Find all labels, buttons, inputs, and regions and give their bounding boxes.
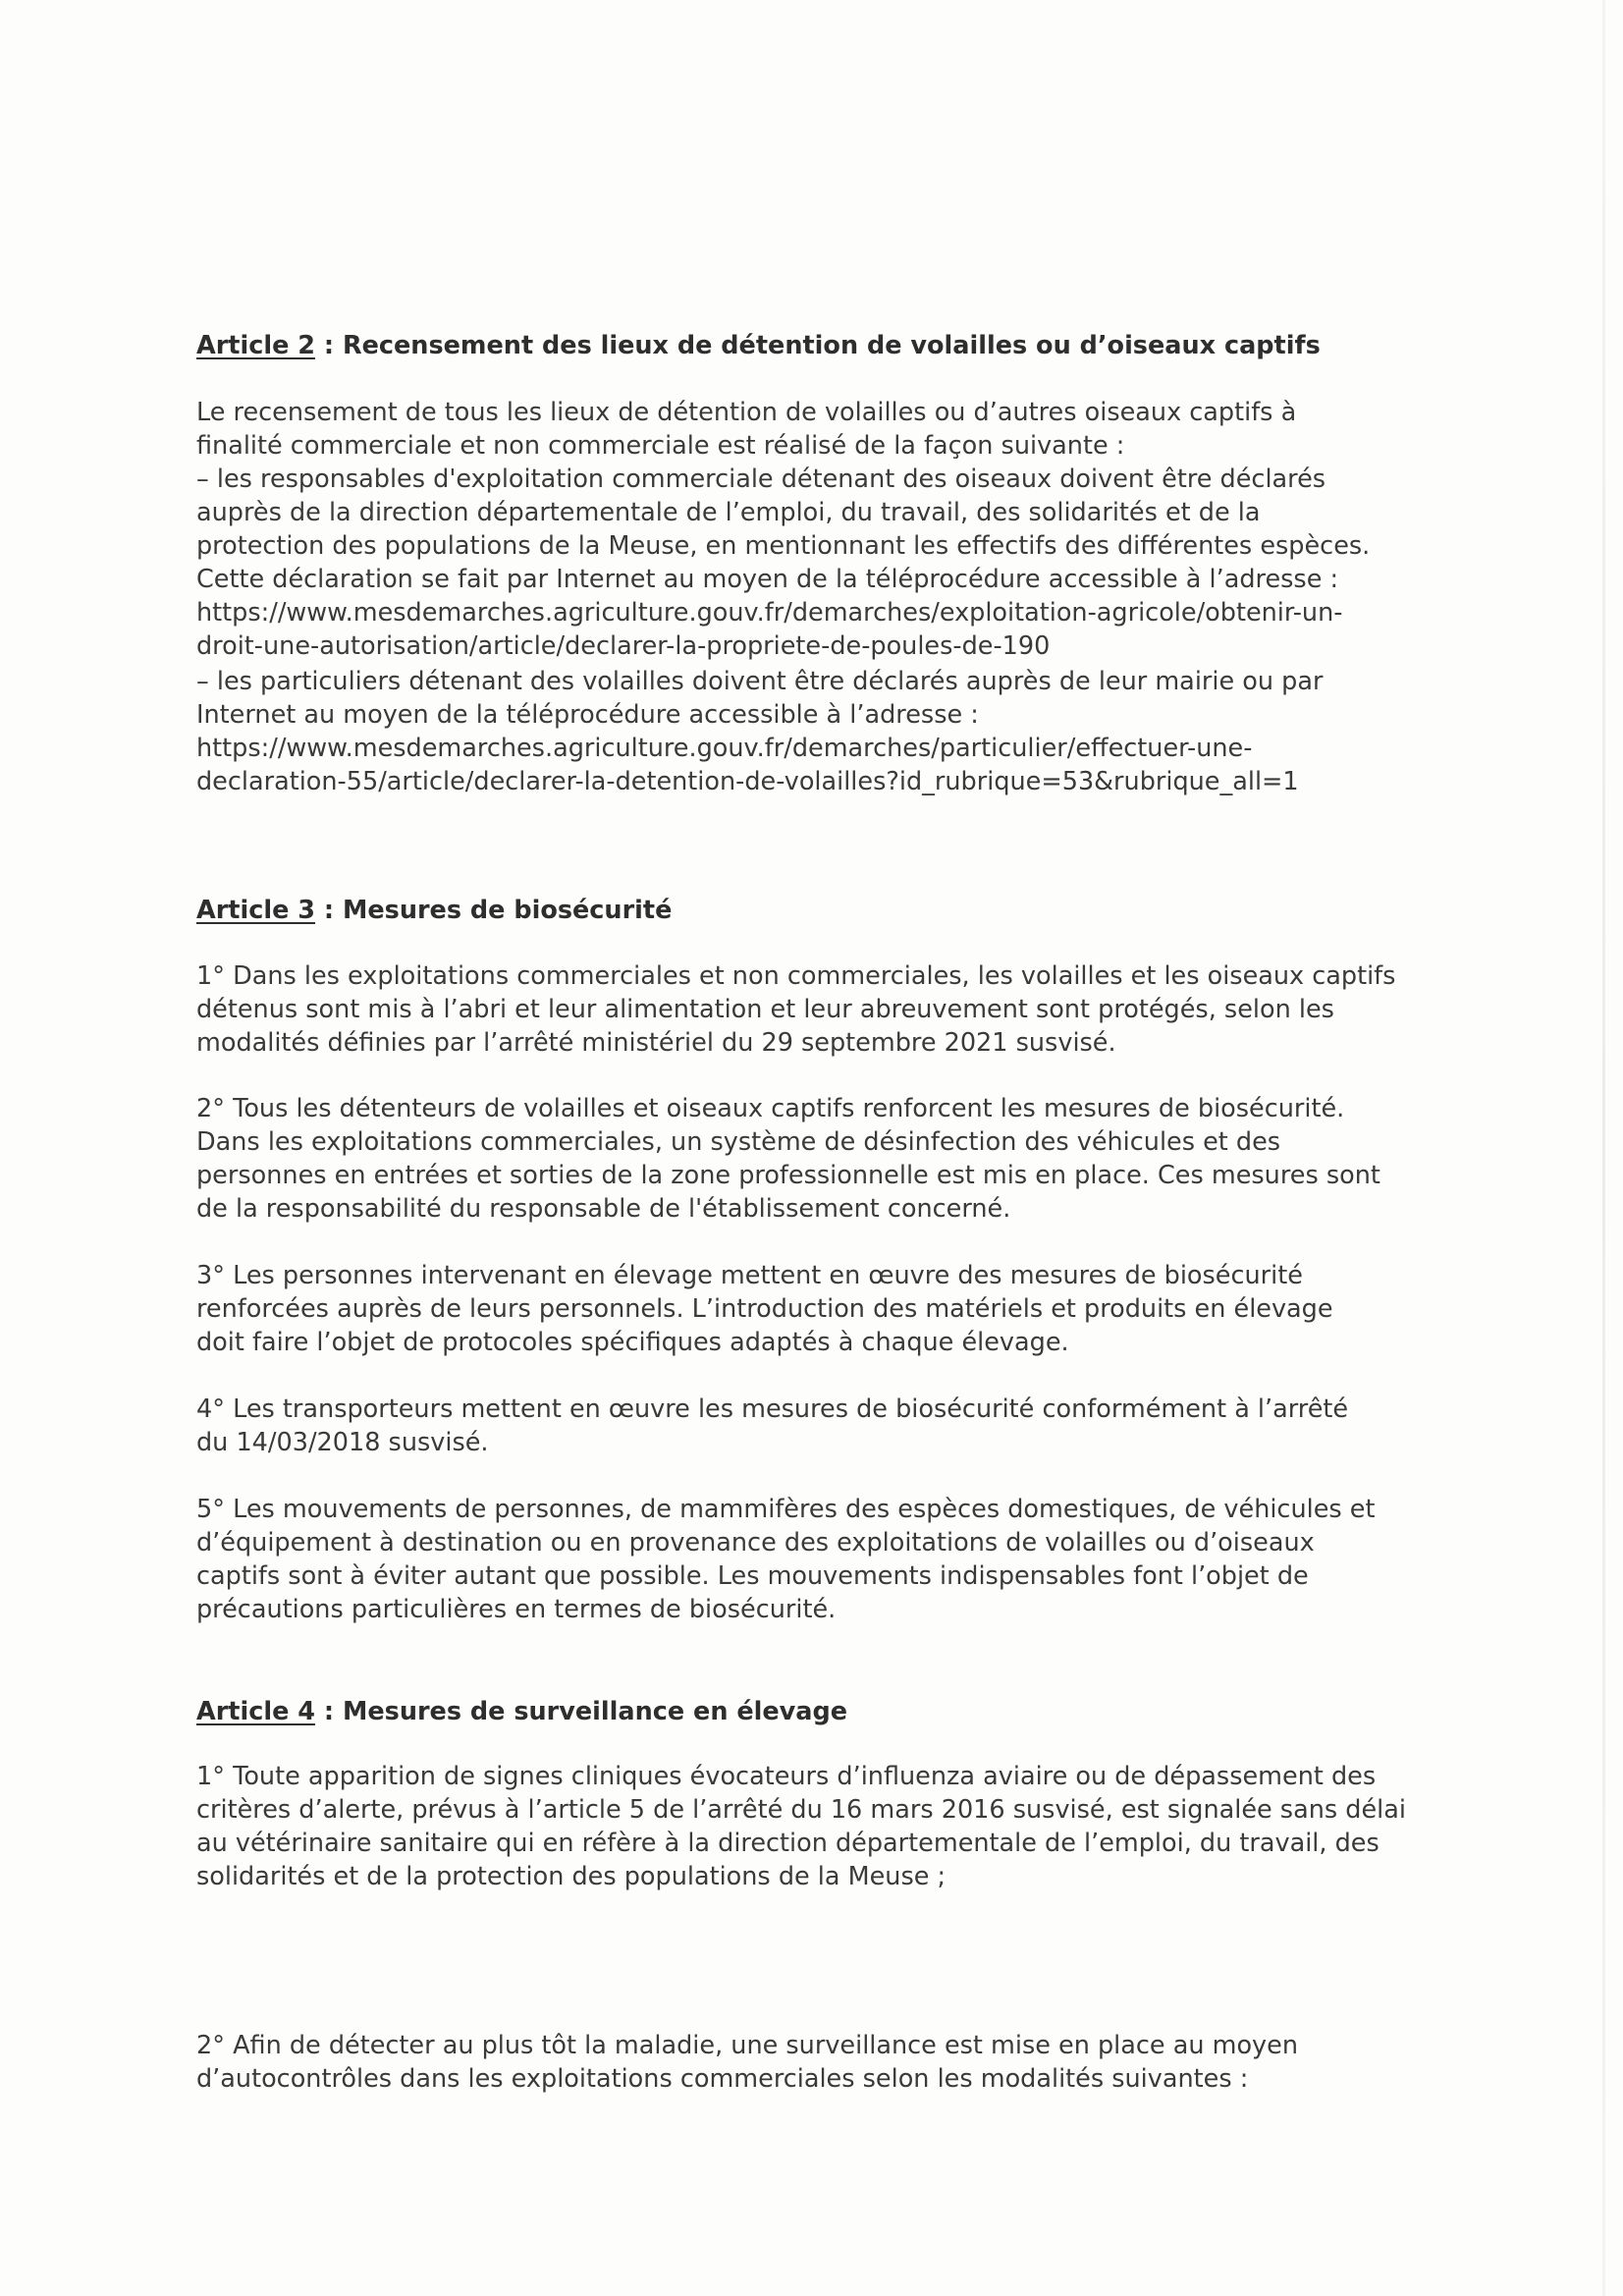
text-line: du 14/03/2018 susvisé. [196, 1428, 489, 1457]
article-3-paragraph-3 [196, 1259, 1443, 1359]
text-line: – les responsables d'exploitation commerciale détenant des oiseaux doivent être déclarés [196, 465, 1326, 494]
text-line: renforcées auprès de leurs personnels. L’introduction des matériels et produits en élevage [196, 1294, 1333, 1324]
article-4-paragraph-1 [196, 1760, 1443, 1893]
text-line: captifs sont à éviter autant que possible. Les mouvements indispensables font l’objet de [196, 1561, 1309, 1591]
article-2-intro [196, 396, 1443, 463]
text-line: protection des populations de la Meuse, en mentionnant les effectifs des différentes espèces. [196, 531, 1371, 561]
article-3-heading [196, 894, 1443, 927]
text-line: de la responsabilité du responsable de l'établissement concerné. [196, 1194, 1011, 1224]
text-line: détenus sont mis à l’abri et leur alimentation et leur abreuvement sont protégés, selon les [196, 995, 1334, 1024]
text-line: personnes en entrées et sorties de la zone professionnelle est mis en place. Ces mesures sont [196, 1161, 1380, 1190]
text-line: 3° Les personnes intervenant en élevage mettent en œuvre des mesures de biosécurité [196, 1261, 1303, 1290]
text-line: finalité commerciale et non commerciale est réalisé de la façon suivante : [196, 431, 1125, 461]
text-line: précautions particulières en termes de biosécurité. [196, 1595, 837, 1624]
article-3-paragraph-5 [196, 1493, 1443, 1626]
text-line: modalités définies par l’arrêté ministériel du 29 septembre 2021 susvisé. [196, 1028, 1116, 1058]
text-line: Le recensement de tous les lieux de détention de volailles ou d’autres oiseaux captifs à [196, 398, 1297, 427]
article-3-title: : Mesures de biosécurité [315, 896, 673, 925]
declaration-url-commercial-cont[interactable]: droit-une-autorisation/article/declarer-la-propriete-de-poules-de-190 [196, 631, 1051, 661]
text-line: 1° Toute apparition de signes cliniques évocateurs d’influenza aviaire ou de dépassement des [196, 1762, 1377, 1791]
article-4-number: Article 4 [196, 1697, 316, 1726]
text-line: Dans les exploitations commerciales, un système de désinfection des véhicules et des [196, 1127, 1281, 1157]
text-line: 5° Les mouvements de personnes, de mammifères des espèces domestiques, de véhicules et [196, 1495, 1376, 1524]
text-line: Internet au moyen de la téléprocédure accessible à l’adresse : [196, 700, 979, 730]
text-line: 1° Dans les exploitations commerciales et non commerciales, les volailles et les oiseaux captifs [196, 961, 1396, 991]
text-line: doit faire l’objet de protocoles spécifiques adaptés à chaque élevage. [196, 1328, 1069, 1357]
declaration-url-private[interactable]: https://www.mesdemarches.agriculture.gouv.fr/demarches/particulier/effectuer-une- [196, 734, 1253, 763]
text-line: – les particuliers détenant des volailles doivent être déclarés auprès de leur mairie ou par [196, 667, 1324, 696]
article-3-paragraph-4 [196, 1393, 1443, 1459]
text-line: d’autocontrôles dans les exploitations commerciales selon les modalités suivantes : [196, 2064, 1249, 2094]
text-line: auprès de la direction départementale de l’emploi, du travail, des solidarités et de la [196, 498, 1261, 527]
article-2-item-commercial [196, 463, 1443, 663]
article-4-paragraph-2 [196, 2029, 1443, 2096]
declaration-url-commercial[interactable]: https://www.mesdemarches.agriculture.gouv.fr/demarches/exploitation-agricole/obtenir-un- [196, 598, 1343, 628]
article-3-paragraph-1 [196, 959, 1443, 1060]
article-4-title: : Mesures de surveillance en élevage [315, 1697, 848, 1726]
text-line: d’équipement à destination ou en provenance des exploitations de volailles ou d’oiseaux [196, 1528, 1315, 1558]
article-4-heading [196, 1695, 1443, 1728]
text-line: 2° Afin de détecter au plus tôt la maladie, une surveillance est mise en place au moyen [196, 2031, 1298, 2060]
text-line: au vétérinaire sanitaire qui en réfère à la direction départementale de l’emploi, du travail, des [196, 1829, 1380, 1858]
article-2-item-private [196, 665, 1443, 798]
text-line: critères d’alerte, prévus à l’article 5 de l’arrêté du 16 mars 2016 susvisé, est signalée sans délai [196, 1795, 1406, 1825]
article-3-paragraph-2 [196, 1092, 1443, 1226]
article-2-number: Article 2 [196, 331, 316, 360]
text-line: 4° Les transporteurs mettent en œuvre les mesures de biosécurité conformément à l’arrêté [196, 1394, 1349, 1424]
scan-edge [1602, 0, 1605, 2296]
text-line: 2° Tous les détenteurs de volailles et oiseaux captifs renforcent les mesures de biosécurité. [196, 1094, 1345, 1123]
article-2-heading [196, 329, 1443, 362]
article-3-number: Article 3 [196, 896, 316, 925]
declaration-url-private-cont[interactable]: declaration-55/article/declarer-la-detention-de-volailles?id_rubrique=53&rubrique_all=1 [196, 767, 1299, 796]
text-line: Cette déclaration se fait par Internet au moyen de la téléprocédure accessible à l’adresse : [196, 565, 1339, 594]
article-2-title: : Recensement des lieux de détention de volailles ou d’oiseaux captifs [315, 331, 1321, 360]
text-line: solidarités et de la protection des populations de la Meuse ; [196, 1862, 947, 1891]
